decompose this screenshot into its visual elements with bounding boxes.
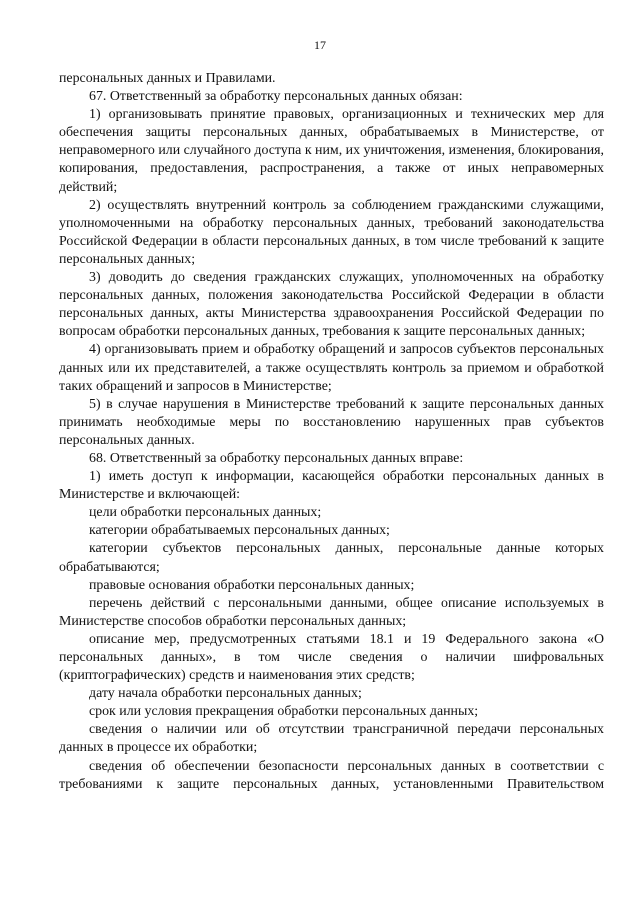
clause-67-item-4: 4) организовывать прием и обработку обращений и запросов субъектов персональных данных или их представителей, а также осуществлять контроль за приемом и обработкой таких обращений и запросов в Министерстве; [59,342,604,394]
list-item-subject-categories: категории субъектов персональных данных, персональные данные которых обрабатываются; [59,541,604,575]
list-item-start-date: дату начала обработки персональных данных; [89,686,362,702]
list-item-cross-border: сведения о наличии или об отсутствии трансграничной передачи персональных данных в процессе их обработки; [59,722,604,756]
document-body [59,70,604,794]
clause-68-item-1: 1) иметь доступ к информации, касающейся обработки персональных данных в Министерстве и включающей: [59,469,604,503]
list-item-goals: цели обработки персональных данных; [89,505,322,521]
list-item-security: сведения об обеспечении безопасности персональных данных в соответствии с требованиями к защите персональных данных, установленными Правительством [59,758,604,792]
list-item-measures: описание мер, предусмотренных статьями 18.1 и 19 Федерального закона «О персональных данных», в том числе сведения о наличии шифровальных (криптографических) средств и наименования этих средств; [59,631,604,684]
clause-67-item-2: 2) осуществлять внутренний контроль за соблюдением гражданскими служащими, уполномоченными на обработку персональных данных, требований законодательства Российской Федерации в области персональных данных, в том числе требований к защите персональных данных; [59,197,604,267]
clause-67-item-3: 3) доводить до сведения гражданских служащих, уполномоченных на обработку персональных данных, положения законодательства Российской Федерации в области персональных данных, акты Министерства здравоохранения Российской Федерации по вопросам обработки персональных данных, требования к защите персональных данных; [59,270,604,340]
clause-68-heading: 68. Ответственный за обработку персональных данных вправе: [89,450,464,466]
clause-67-item-1: 1) организовывать принятие правовых, организационных и технических мер для обеспечения защиты персональных данных, обрабатываемых в Министерстве, от неправомерного или случайного доступа к ним, их уничтожения, изменения, блокирования, копирования, предоставления, распространения, а также от иных неправомерных действий; [59,107,604,195]
list-item-end-terms: срок или условия прекращения обработки персональных данных; [89,704,479,720]
paragraph-continuation: персональных данных и Правилами. [59,71,276,86]
list-item-data-categories: категории обрабатываемых персональных данных; [89,523,390,539]
list-item-actions: перечень действий с персональными данными, общее описание используемых в Министерстве способов обработки персональных данных; [59,595,604,629]
list-item-legal-grounds: правовые основания обработки персональных данных; [89,577,415,593]
clause-67-heading: 67. Ответственный за обработку персональных данных обязан: [89,89,463,105]
page-number: 17 [314,38,326,52]
clause-67-item-5: 5) в случае нарушения в Министерстве требований к защите персональных данных принимать необходимые меры по восстановлению нарушенных прав субъектов персональных данных. [59,396,604,448]
